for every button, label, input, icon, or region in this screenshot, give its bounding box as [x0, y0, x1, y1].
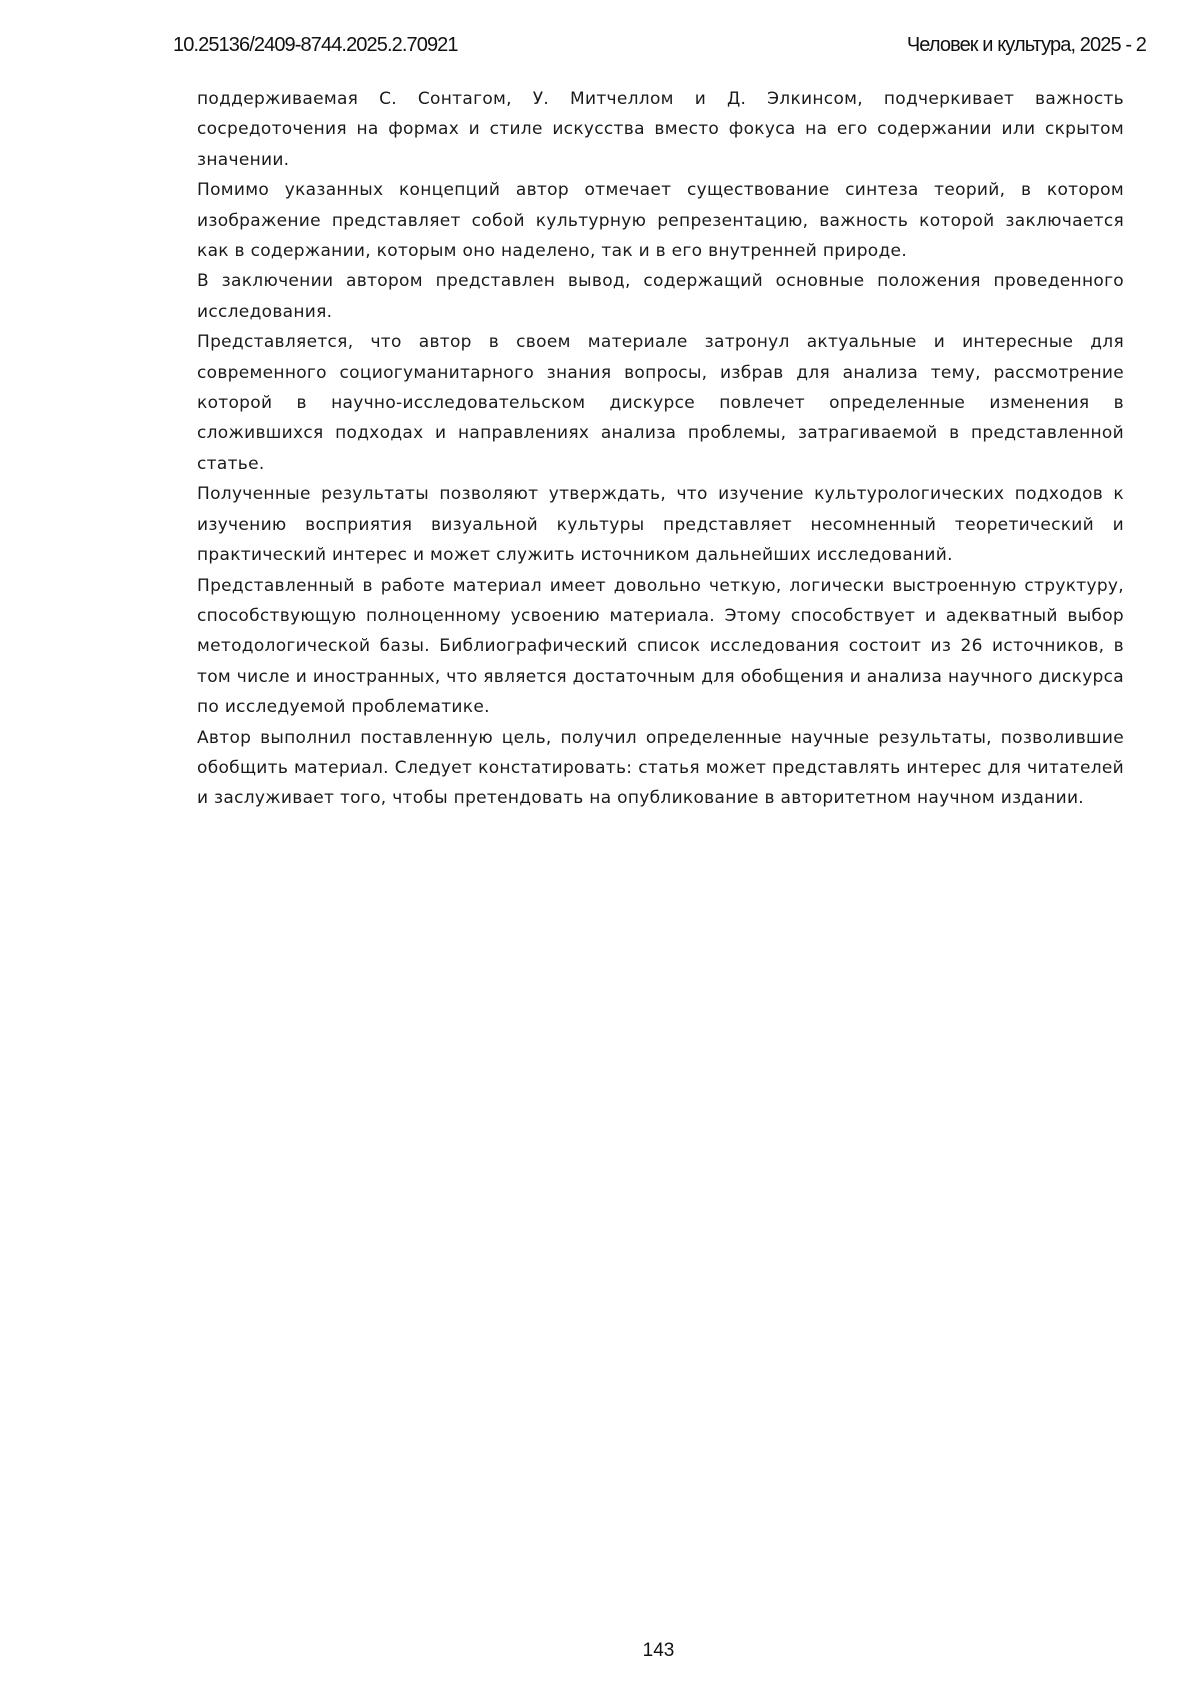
doi-label: 10.25136/2409-8744.2025.2.70921: [173, 34, 458, 56]
paragraph: Представляется, что автор в своем материале затронул актуальные и интересные для современного социогуманитарного знания вопросы, избрав для анализа тему, рассмотрение которой в научно-исследовательском дискурсе повлечет определенные изменения в сложившихся подходах и направлениях анализа проблемы, затрагиваемой в представленной статье.: [197, 332, 1124, 474]
paragraph: Полученные результаты позволяют утверждать, что изучение культурологических подходов к изучению восприятия визуальной культуры представляет несомненный теоретический и практический интерес и может служить источником дальнейших исследований.: [197, 484, 1124, 566]
article-body: [197, 84, 1124, 814]
paragraph: В заключении автором представлен вывод, содержащий основные положения проведенного исследования.: [197, 271, 1124, 322]
journal-title: Человек и культура, 2025 - 2: [906, 34, 1146, 56]
paragraph: Представленный в работе материал имеет довольно четкую, логически выстроенную структуру, способствующую полноценному усвоению материала. Этому способствует и адекватный выбор методологической базы. Библиографический список исследования состоит из 26 источников, в том числе и иностранных, что является достаточным для обобщения и анализа научного дискурса по исследуемой проблематике.: [197, 575, 1124, 718]
paragraph: поддерживаемая С. Сонтагом, У. Митчеллом и Д. Элкинсом, подчеркивает важность сосредоточения на формах и стиле искусства вместо фокуса на его содержании или скрытом значении.: [197, 89, 1124, 170]
paragraph: Помимо указанных концепций автор отмечает существование синтеза теорий, в котором изображение представляет собой культурную репрезентацию, важность которой заключается как в содержании, которым оно наделено, так и в его внутренней природе.: [197, 180, 1124, 262]
page-number: 143: [642, 1640, 675, 1661]
paragraph: Автор выполнил поставленную цель, получил определенные научные результаты, позволившие обобщить материал. Следует констатировать: статья может представлять интерес для читателей и заслуживает того, чтобы претендовать на опубликование в авторитетном научном издании.: [197, 727, 1124, 809]
page-header: [173, 34, 1146, 62]
